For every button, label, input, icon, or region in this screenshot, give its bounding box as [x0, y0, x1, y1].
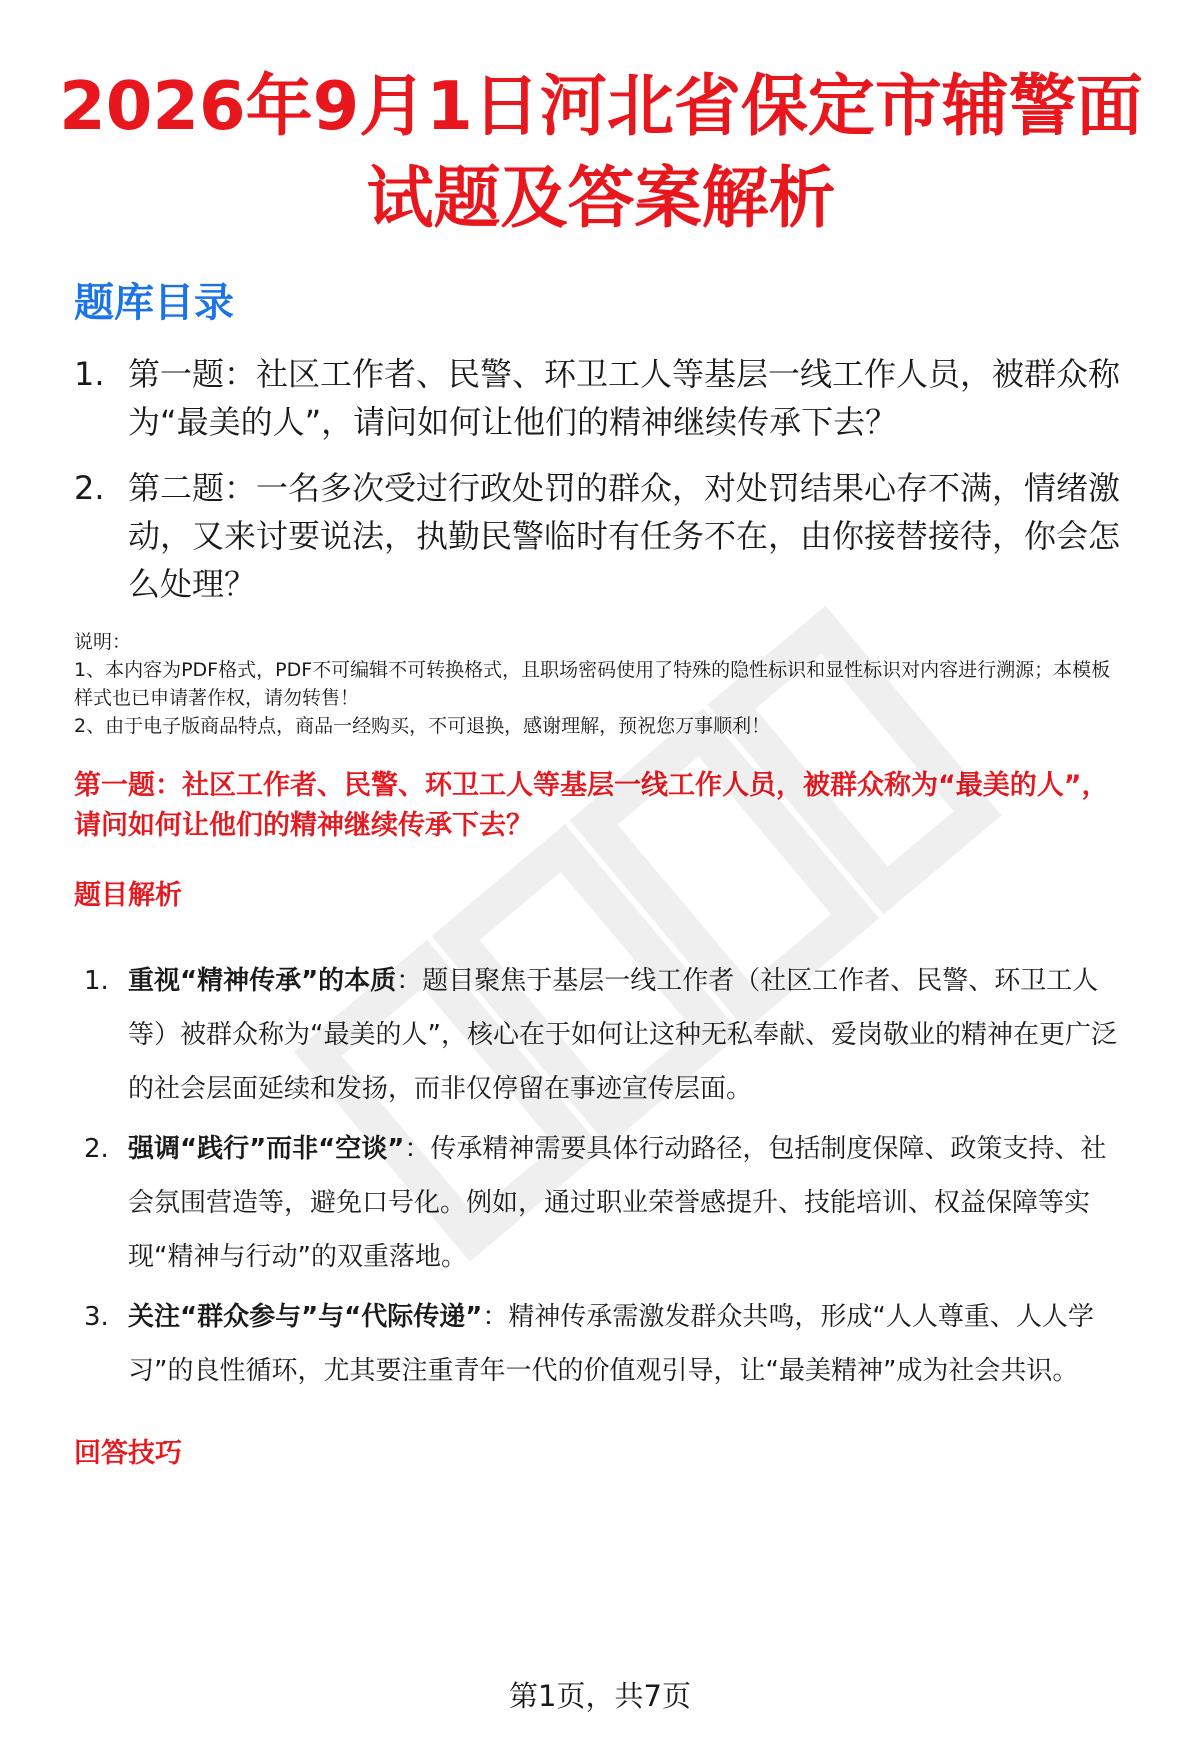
notes-line: 2、由于电子版商品特点，商品一经购买，不可退换，感谢理解，预祝您万事顺利！ — [74, 715, 771, 737]
toc-item-number: 1. — [74, 355, 105, 393]
question-title: 第一题：社区工作者、民警、环卫工人等基层一线工作人员，被群众称为“最美的人”，请问如何让他们的精神继续传承下去？ — [74, 770, 1109, 841]
analysis-item-text: ：精神传承需激发群众共鸣，形成“人人尊重、人人学习”的良性循环，尤其要注重青年一代的价值观引导，让“最美精神”成为社会共识。 — [128, 1302, 1094, 1386]
notes-line: 1、本内容为PDF格式，PDF不可编辑不可转换格式，且职场密码使用了特殊的隐性标识和显性标识对内容进行溯源；本模板样式也已申请著作权，请勿转售！ — [74, 659, 1111, 709]
analysis-item-text: ：题目聚焦于基层一线工作者（社区工作者、民警、环卫工人等）被群众称为“最美的人”，核心在于如何让这种无私奉献、爱岗敬业的精神在更广泛的社会层面延续和发扬，而非仅停留在事迹宣传层面。 — [128, 966, 1117, 1104]
analysis-heading: 题目解析 — [74, 880, 182, 911]
toc-item-text: 第一题：社区工作者、民警、环卫工人等基层一线工作人员，被群众称为“最美的人”，请问如何让他们的精神继续传承下去？ — [128, 355, 1121, 441]
tips-heading: 回答技巧 — [74, 1438, 182, 1469]
notes-label: 说明： — [74, 631, 132, 653]
analysis-item-number: 3. — [84, 1302, 109, 1332]
analysis-item — [74, 954, 1128, 1116]
analysis-item — [74, 1290, 1128, 1398]
analysis-item-number: 1. — [84, 966, 109, 996]
notes — [74, 628, 1128, 740]
analysis-item-text: ：传承精神需要具体行动路径，包括制度保障、政策支持、社会氛围营造等，避免口号化。例如，通过职业荣誉感提升、技能培训、权益保障等实现“精神与行动”的双重落地。 — [128, 1134, 1107, 1272]
analysis-item-heading: 重视“精神传承”的本质 — [128, 966, 397, 996]
toc-item[interactable] — [74, 350, 1128, 446]
page-footer: 第1页，共7页 — [509, 1679, 691, 1713]
analysis-item-number: 2. — [84, 1134, 109, 1164]
page-title: 2026年9月1日河北省保定市辅警面试题及答案解析 — [59, 67, 1143, 237]
toc-list — [74, 350, 1128, 608]
analysis-list — [74, 954, 1128, 1398]
toc-item[interactable] — [74, 464, 1128, 608]
toc-heading: 题库目录 — [74, 280, 234, 326]
analysis-item-heading: 关注“群众参与”与“代际传递” — [128, 1302, 483, 1332]
toc-item-number: 2. — [74, 469, 105, 507]
toc-item-text: 第二题：一名多次受过行政处罚的群众，对处罚结果心存不满，情绪激动，又来讨要说法，执勤民警临时有任务不在，由你接替接待，你会怎么处理？ — [128, 469, 1121, 603]
analysis-item — [74, 1122, 1128, 1284]
analysis-item-heading: 强调“践行”而非“空谈” — [128, 1134, 405, 1164]
